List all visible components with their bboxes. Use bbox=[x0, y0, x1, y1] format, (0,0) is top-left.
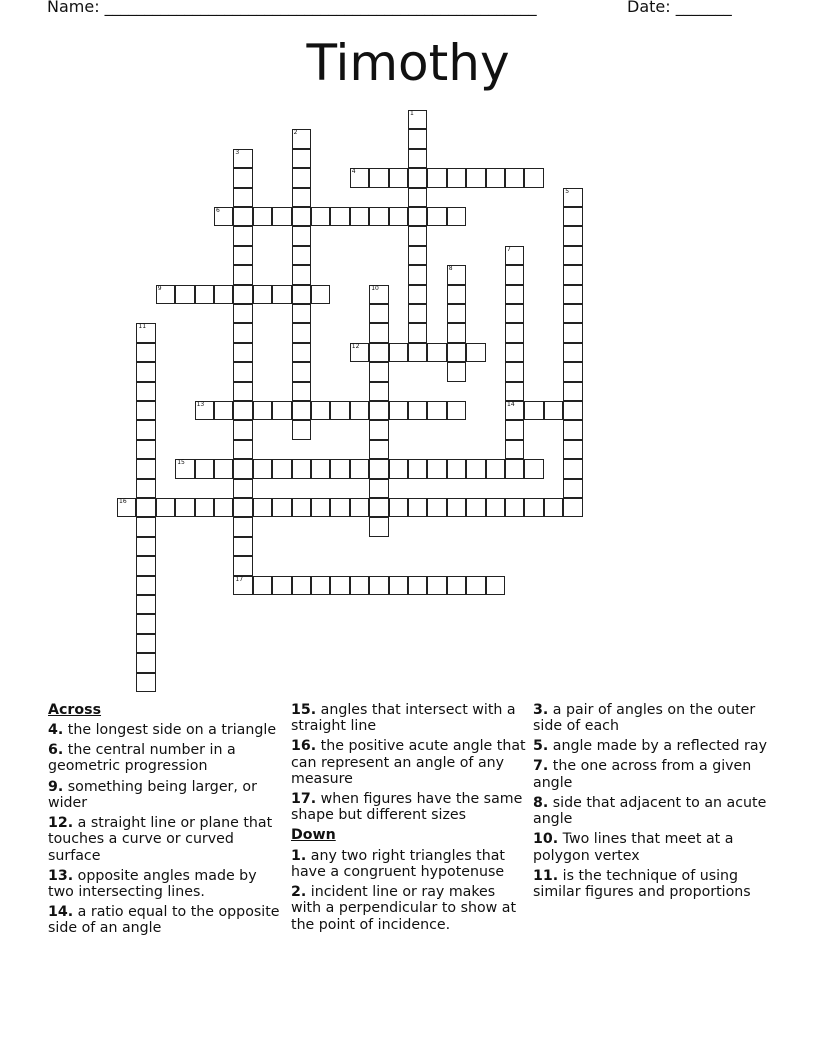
grid-cell[interactable] bbox=[563, 246, 582, 265]
grid-cell[interactable] bbox=[505, 323, 524, 342]
grid-cell[interactable] bbox=[466, 459, 485, 478]
grid-cell[interactable] bbox=[136, 479, 155, 498]
clue-number: 6 bbox=[216, 207, 220, 214]
grid-cell[interactable] bbox=[156, 285, 175, 304]
grid-cell[interactable] bbox=[214, 498, 233, 517]
grid-cell[interactable] bbox=[195, 498, 214, 517]
grid-cell[interactable] bbox=[311, 207, 330, 226]
grid-cell[interactable] bbox=[136, 673, 155, 692]
grid-cell[interactable] bbox=[195, 401, 214, 420]
grid-cell[interactable] bbox=[292, 246, 311, 265]
grid-cell[interactable] bbox=[272, 576, 291, 595]
clue-number: 16 bbox=[119, 498, 127, 505]
clue-number: 17 bbox=[235, 575, 244, 583]
grid-cell[interactable] bbox=[136, 614, 155, 633]
grid-cell[interactable] bbox=[563, 440, 582, 459]
grid-cell[interactable] bbox=[233, 343, 252, 362]
clue-number: 9 bbox=[157, 284, 162, 292]
clue-down-11: 11. is the technique of using similar figures and proportions bbox=[533, 867, 751, 900]
grid-cell[interactable] bbox=[350, 459, 369, 478]
grid-cell[interactable] bbox=[311, 576, 330, 595]
grid-cell[interactable] bbox=[272, 207, 291, 226]
clue-across-12: 12. a straight line or plane that touches a curve or curved surface bbox=[48, 814, 273, 864]
grid-cell[interactable] bbox=[447, 323, 466, 342]
grid-cell[interactable] bbox=[524, 459, 543, 478]
grid-cell[interactable] bbox=[292, 129, 311, 148]
grid-cell[interactable] bbox=[447, 207, 466, 226]
grid-cell[interactable] bbox=[292, 168, 311, 187]
clue-across-16: 16. the positive acute angle that can represent an angle of any measure bbox=[291, 738, 526, 787]
grid-cell[interactable] bbox=[505, 246, 524, 265]
grid-cell[interactable] bbox=[253, 285, 272, 304]
grid-cell[interactable] bbox=[136, 323, 155, 342]
grid-cell[interactable] bbox=[427, 498, 446, 517]
grid-cell[interactable] bbox=[136, 420, 155, 439]
down-heading: Down bbox=[291, 827, 336, 844]
grid-cell[interactable] bbox=[292, 304, 311, 323]
grid-cell[interactable] bbox=[389, 576, 408, 595]
grid-cell[interactable] bbox=[408, 459, 427, 478]
grid-cell[interactable] bbox=[427, 401, 446, 420]
grid-cell[interactable] bbox=[292, 285, 311, 304]
across-heading: Across bbox=[48, 702, 102, 718]
grid-cell[interactable] bbox=[292, 459, 311, 478]
grid-cell[interactable] bbox=[233, 576, 252, 595]
grid-cell[interactable] bbox=[408, 149, 427, 168]
grid-cell[interactable] bbox=[466, 343, 485, 362]
grid-cell[interactable] bbox=[505, 459, 524, 478]
grid-cell[interactable] bbox=[330, 459, 349, 478]
page-title: Timothy bbox=[306, 34, 510, 92]
grid-cell[interactable] bbox=[447, 362, 466, 381]
clue-number: 10 bbox=[371, 284, 379, 292]
grid-cell[interactable] bbox=[350, 207, 369, 226]
grid-cell[interactable] bbox=[408, 188, 427, 207]
grid-cell[interactable] bbox=[408, 246, 427, 265]
grid-cell[interactable] bbox=[505, 382, 524, 401]
name-field[interactable]: Name: ______________________________________________________ bbox=[47, 0, 537, 16]
grid-cell[interactable] bbox=[136, 382, 155, 401]
grid-cell[interactable] bbox=[369, 382, 388, 401]
grid-cell[interactable] bbox=[292, 362, 311, 381]
grid-cell[interactable] bbox=[233, 188, 252, 207]
clues-column-1 bbox=[48, 702, 284, 940]
clues-column-2 bbox=[291, 702, 527, 937]
grid-cell[interactable] bbox=[233, 168, 252, 187]
grid-cell[interactable] bbox=[330, 401, 349, 420]
grid-cell[interactable] bbox=[233, 323, 252, 342]
clue-number: 8 bbox=[448, 265, 453, 273]
grid-cell[interactable] bbox=[292, 576, 311, 595]
grid-cell[interactable] bbox=[408, 576, 427, 595]
grid-cell[interactable] bbox=[408, 226, 427, 245]
grid-cell[interactable] bbox=[447, 576, 466, 595]
grid-cell[interactable] bbox=[233, 537, 252, 556]
grid-cell[interactable] bbox=[447, 401, 466, 420]
grid-cell[interactable] bbox=[408, 110, 427, 129]
grid-cell[interactable] bbox=[311, 401, 330, 420]
grid-cell[interactable] bbox=[175, 498, 194, 517]
grid-cell[interactable] bbox=[272, 401, 291, 420]
grid-cell[interactable] bbox=[233, 440, 252, 459]
grid-cell[interactable] bbox=[408, 129, 427, 148]
grid-cell[interactable] bbox=[427, 576, 446, 595]
grid-cell[interactable] bbox=[408, 401, 427, 420]
grid-cell[interactable] bbox=[253, 401, 272, 420]
grid-cell[interactable] bbox=[253, 576, 272, 595]
grid-cell[interactable] bbox=[408, 168, 427, 187]
grid-cell[interactable] bbox=[350, 401, 369, 420]
grid-cell[interactable] bbox=[563, 304, 582, 323]
grid-cell[interactable] bbox=[447, 459, 466, 478]
grid-cell[interactable] bbox=[563, 188, 582, 207]
grid-cell[interactable] bbox=[369, 401, 388, 420]
grid-cell[interactable] bbox=[389, 168, 408, 187]
grid-cell[interactable] bbox=[292, 401, 311, 420]
clue-across-4: 4. the longest side on a triangle bbox=[48, 722, 277, 739]
grid-cell[interactable] bbox=[427, 459, 446, 478]
grid-cell[interactable] bbox=[292, 343, 311, 362]
grid-cell[interactable] bbox=[156, 498, 175, 517]
grid-cell[interactable] bbox=[117, 498, 136, 517]
grid-cell[interactable] bbox=[408, 265, 427, 284]
grid-cell[interactable] bbox=[233, 517, 252, 536]
grid-cell[interactable] bbox=[136, 653, 155, 672]
grid-cell[interactable] bbox=[563, 382, 582, 401]
grid-cell[interactable] bbox=[350, 343, 369, 362]
grid-cell[interactable] bbox=[505, 498, 524, 517]
date-field[interactable]: Date: _______ bbox=[627, 0, 732, 16]
grid-cell[interactable] bbox=[563, 479, 582, 498]
grid-cell[interactable] bbox=[447, 498, 466, 517]
grid-cell[interactable] bbox=[369, 576, 388, 595]
grid-cell[interactable] bbox=[524, 401, 543, 420]
clue-number: 1 bbox=[410, 110, 414, 117]
grid-cell[interactable] bbox=[466, 498, 485, 517]
grid-cell[interactable] bbox=[486, 459, 505, 478]
grid-cell[interactable] bbox=[389, 498, 408, 517]
clue-down-8: 8. side that adjacent to an acute angle bbox=[533, 794, 767, 828]
grid-cell[interactable] bbox=[272, 459, 291, 478]
clue-down-10: 10. Two lines that meet at a polygon vertex bbox=[533, 831, 734, 864]
grid-cell[interactable] bbox=[369, 459, 388, 478]
grid-cell[interactable] bbox=[447, 265, 466, 284]
grid-cell[interactable] bbox=[486, 576, 505, 595]
grid-cell[interactable] bbox=[292, 323, 311, 342]
grid-cell[interactable] bbox=[524, 498, 543, 517]
grid-cell[interactable] bbox=[563, 285, 582, 304]
grid-cell[interactable] bbox=[369, 343, 388, 362]
grid-cell[interactable] bbox=[136, 459, 155, 478]
grid-cell[interactable] bbox=[408, 323, 427, 342]
grid-cell[interactable] bbox=[292, 188, 311, 207]
grid-cell[interactable] bbox=[233, 420, 252, 439]
grid-cell[interactable] bbox=[408, 207, 427, 226]
grid-cell[interactable] bbox=[233, 498, 252, 517]
grid-cell[interactable] bbox=[330, 207, 349, 226]
grid-cell[interactable] bbox=[389, 207, 408, 226]
grid-cell[interactable] bbox=[369, 517, 388, 536]
grid-cell[interactable] bbox=[311, 498, 330, 517]
grid-cell[interactable] bbox=[136, 401, 155, 420]
grid-cell[interactable] bbox=[330, 576, 349, 595]
grid-cell[interactable] bbox=[233, 304, 252, 323]
grid-cell[interactable] bbox=[292, 226, 311, 245]
grid-cell[interactable] bbox=[563, 498, 582, 517]
grid-cell[interactable] bbox=[136, 556, 155, 575]
grid-cell[interactable] bbox=[563, 226, 582, 245]
grid-cell[interactable] bbox=[136, 595, 155, 614]
grid-cell[interactable] bbox=[369, 362, 388, 381]
grid-cell[interactable] bbox=[311, 285, 330, 304]
grid-cell[interactable] bbox=[427, 343, 446, 362]
grid-cell[interactable] bbox=[272, 285, 291, 304]
grid-cell[interactable] bbox=[466, 576, 485, 595]
grid-cell[interactable] bbox=[544, 498, 563, 517]
grid-cell[interactable] bbox=[369, 207, 388, 226]
grid-cell[interactable] bbox=[195, 285, 214, 304]
grid-cell[interactable] bbox=[486, 498, 505, 517]
grid-cell[interactable] bbox=[214, 459, 233, 478]
grid-cell[interactable] bbox=[292, 382, 311, 401]
grid-cell[interactable] bbox=[233, 226, 252, 245]
clue-number: 5 bbox=[565, 187, 570, 195]
grid-cell[interactable] bbox=[563, 265, 582, 284]
grid-cell[interactable] bbox=[136, 576, 155, 595]
grid-cell[interactable] bbox=[292, 498, 311, 517]
grid-cell[interactable] bbox=[233, 285, 252, 304]
grid-cell[interactable] bbox=[195, 459, 214, 478]
grid-cell[interactable] bbox=[505, 265, 524, 284]
clue-across-15: 15. angles that intersect with a straight line bbox=[291, 702, 516, 735]
grid-cell[interactable] bbox=[369, 420, 388, 439]
grid-cell[interactable] bbox=[253, 207, 272, 226]
grid-cell[interactable] bbox=[505, 304, 524, 323]
clue-down-1: 1. any two right triangles that have a congruent hypotenuse bbox=[291, 847, 505, 880]
grid-cell[interactable] bbox=[136, 634, 155, 653]
grid-cell[interactable] bbox=[447, 285, 466, 304]
grid-cell[interactable] bbox=[563, 420, 582, 439]
grid-cell[interactable] bbox=[233, 382, 252, 401]
clue-number: 7 bbox=[507, 245, 511, 253]
grid-cell[interactable] bbox=[233, 265, 252, 284]
clue-across-14: 14. a ratio equal to the opposite side of an angle bbox=[48, 904, 280, 937]
grid-cell[interactable] bbox=[427, 168, 446, 187]
grid-cell[interactable] bbox=[214, 207, 233, 226]
clue-down-5: 5. angle made by a reflected ray bbox=[533, 738, 767, 755]
grid-cell[interactable] bbox=[214, 285, 233, 304]
grid-cell[interactable] bbox=[136, 343, 155, 362]
grid-cell[interactable] bbox=[369, 498, 388, 517]
clue-down-2: 2. incident line or ray makes with a perpendicular to show at the point of incidence. bbox=[291, 883, 517, 933]
grid-cell[interactable] bbox=[350, 576, 369, 595]
grid-cell[interactable] bbox=[136, 440, 155, 459]
clues-column-3 bbox=[533, 702, 773, 904]
grid-cell[interactable] bbox=[505, 440, 524, 459]
grid-cell[interactable] bbox=[505, 168, 524, 187]
grid-cell[interactable] bbox=[505, 285, 524, 304]
grid-cell[interactable] bbox=[447, 304, 466, 323]
clue-number: 13 bbox=[196, 401, 205, 408]
grid-cell[interactable] bbox=[233, 479, 252, 498]
grid-cell[interactable] bbox=[389, 459, 408, 478]
grid-cell[interactable] bbox=[350, 168, 369, 187]
grid-cell[interactable] bbox=[544, 401, 563, 420]
grid-cell[interactable] bbox=[408, 498, 427, 517]
grid-cell[interactable] bbox=[214, 401, 233, 420]
grid-cell[interactable] bbox=[292, 420, 311, 439]
clue-number: 3 bbox=[235, 148, 240, 156]
grid-cell[interactable] bbox=[563, 323, 582, 342]
grid-cell[interactable] bbox=[136, 537, 155, 556]
grid-cell[interactable] bbox=[292, 149, 311, 168]
grid-cell[interactable] bbox=[272, 498, 291, 517]
grid-cell[interactable] bbox=[563, 207, 582, 226]
clue-across-17: 17. when figures have the same shape but different sizes bbox=[291, 791, 523, 824]
grid-cell[interactable] bbox=[505, 401, 524, 420]
clue-number: 2 bbox=[293, 129, 298, 137]
grid-cell[interactable] bbox=[369, 323, 388, 342]
clue-number: 4 bbox=[351, 168, 356, 176]
grid-cell[interactable] bbox=[563, 401, 582, 420]
grid-cell[interactable] bbox=[233, 556, 252, 575]
grid-cell[interactable] bbox=[408, 304, 427, 323]
clue-across-9: 9. something being larger, or wider bbox=[48, 778, 257, 811]
clue-across-6: 6. the central number in a geometric progression bbox=[48, 742, 236, 775]
grid-cell[interactable] bbox=[369, 168, 388, 187]
clue-number: 11 bbox=[138, 323, 147, 331]
grid-cell[interactable] bbox=[408, 343, 427, 362]
grid-cell[interactable] bbox=[233, 401, 252, 420]
grid-cell[interactable] bbox=[175, 285, 194, 304]
grid-cell[interactable] bbox=[369, 304, 388, 323]
grid-cell[interactable] bbox=[136, 517, 155, 536]
grid-cell[interactable] bbox=[563, 362, 582, 381]
grid-cell[interactable] bbox=[486, 168, 505, 187]
grid-cell[interactable] bbox=[505, 343, 524, 362]
grid-cell[interactable] bbox=[233, 246, 252, 265]
grid-cell[interactable] bbox=[292, 207, 311, 226]
grid-cell[interactable] bbox=[408, 285, 427, 304]
grid-cell[interactable] bbox=[233, 459, 252, 478]
grid-cell[interactable] bbox=[505, 420, 524, 439]
grid-cell[interactable] bbox=[563, 343, 582, 362]
grid-cell[interactable] bbox=[389, 401, 408, 420]
grid-cell[interactable] bbox=[233, 149, 252, 168]
clue-across-13: 13. opposite angles made by two intersecting lines. bbox=[48, 867, 257, 900]
grid-cell[interactable] bbox=[330, 498, 349, 517]
grid-cell[interactable] bbox=[369, 285, 388, 304]
grid-cell[interactable] bbox=[447, 343, 466, 362]
grid-cell[interactable] bbox=[524, 168, 543, 187]
clue-number: 15 bbox=[177, 459, 185, 467]
grid-cell[interactable] bbox=[427, 207, 446, 226]
grid-cell[interactable] bbox=[311, 459, 330, 478]
grid-cell[interactable] bbox=[136, 498, 155, 517]
grid-cell[interactable] bbox=[466, 168, 485, 187]
grid-cell[interactable] bbox=[447, 168, 466, 187]
clue-down-7: 7. the one across from a given angle bbox=[533, 758, 752, 791]
grid-cell[interactable] bbox=[175, 459, 194, 478]
grid-cell[interactable] bbox=[136, 362, 155, 381]
clue-number: 12 bbox=[351, 342, 360, 350]
clue-down-3: 3. a pair of angles on the outer side of each bbox=[533, 702, 756, 735]
grid-cell[interactable] bbox=[253, 459, 272, 478]
grid-cell[interactable] bbox=[369, 440, 388, 459]
grid-cell[interactable] bbox=[389, 343, 408, 362]
grid-cell[interactable] bbox=[369, 479, 388, 498]
clue-number: 14 bbox=[507, 401, 515, 408]
grid-cell[interactable] bbox=[253, 498, 272, 517]
grid-cell[interactable] bbox=[350, 498, 369, 517]
grid-cell[interactable] bbox=[233, 362, 252, 381]
grid-cell[interactable] bbox=[563, 459, 582, 478]
grid-cell[interactable] bbox=[292, 265, 311, 284]
grid-cell[interactable] bbox=[233, 207, 252, 226]
grid-cell[interactable] bbox=[505, 362, 524, 381]
